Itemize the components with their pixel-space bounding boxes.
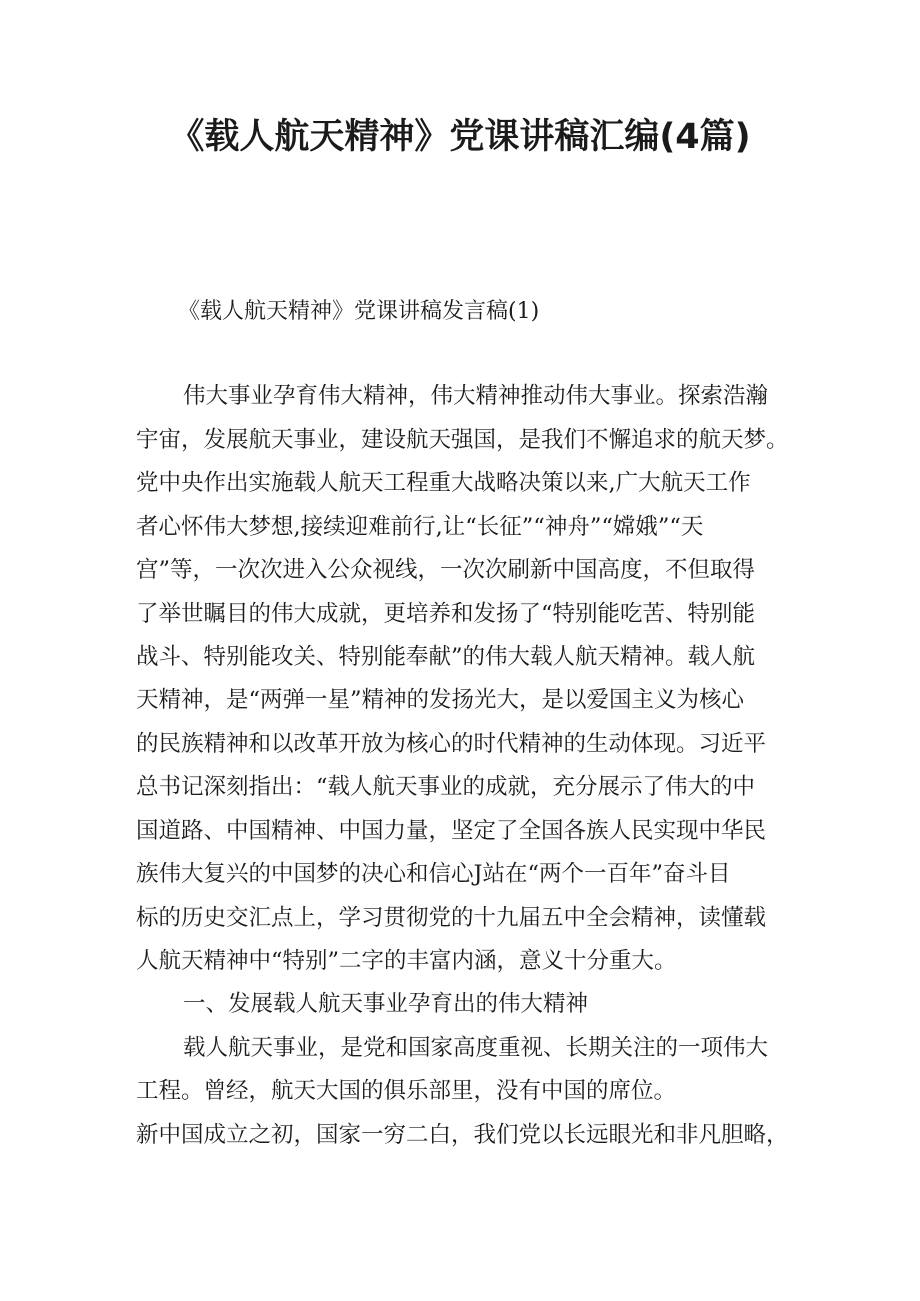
paragraph-line: 了举世瞩目的伟大成就，更培养和发扬了“特别能吃苦、特别能	[136, 601, 756, 627]
paragraph-line: 载人航天事业，是党和国家高度重视、长期关注的一项伟大	[183, 1035, 769, 1061]
paragraph-line: 伟大事业孕育伟大精神，伟大精神推动伟大事业。探索浩瀚	[183, 383, 769, 409]
paragraph-line: 族伟大复兴的中国梦的决心和信心J站在“两个一百年”奋斗目	[136, 861, 731, 887]
paragraph-line: 人航天精神中“特别”二字的丰富内涵，意义十分重大。	[136, 948, 677, 974]
paragraph-line: 工程。曾经，航天大国的俱乐部里，没有中国的席位。	[136, 1078, 677, 1104]
paragraph-line: 党中央作出实施载人航天工程重大战略决策以来,广大航天工作	[136, 470, 751, 496]
paragraph-line: 天精神，是“两弹一星”精神的发扬光大，是以爱国主义为核心	[136, 687, 745, 713]
section-heading: 一、发展载人航天事业孕育出的伟大精神	[183, 991, 589, 1017]
paragraph-line: 宇宙，发展航天事业，建设航天强国，是我们不懈追求的航天梦。	[136, 427, 789, 453]
paragraph-line: 者心怀伟大梦想,接续迎难前行,让“长征”“神舟”“嫦娥”“天	[136, 514, 704, 540]
paragraph-line: 宫”等，一次次进入公众视线，一次次刷新中国高度，不但取得	[136, 557, 756, 583]
paragraph-line: 标的历史交汇点上，学习贯彻党的十九届五中全会精神，读懂载	[136, 905, 767, 931]
paragraph-line: 总书记深刻指出：“载人航天事业的成就，充分展示了伟大的中	[136, 774, 756, 800]
paragraph-line: 战斗、特别能攻关、特别能奉献”的伟大载人航天精神。载人航	[136, 644, 756, 670]
paragraph-line: 国道路、中国精神、中国力量，坚定了全国各族人民实现中华民	[136, 818, 767, 844]
paragraph-line: 新中国成立之初，国家一穷二白，我们党以长远眼光和非凡胆略，	[136, 1122, 789, 1148]
speech-subtitle: 《载人航天精神》党课讲稿发言稿(1)	[178, 299, 540, 324]
paragraph-line: 的民族精神和以改革开放为核心的时代精神的生动体现。习近平	[136, 731, 767, 757]
document-title: 《载人航天精神》党课讲稿汇编(4篇)	[169, 117, 751, 157]
